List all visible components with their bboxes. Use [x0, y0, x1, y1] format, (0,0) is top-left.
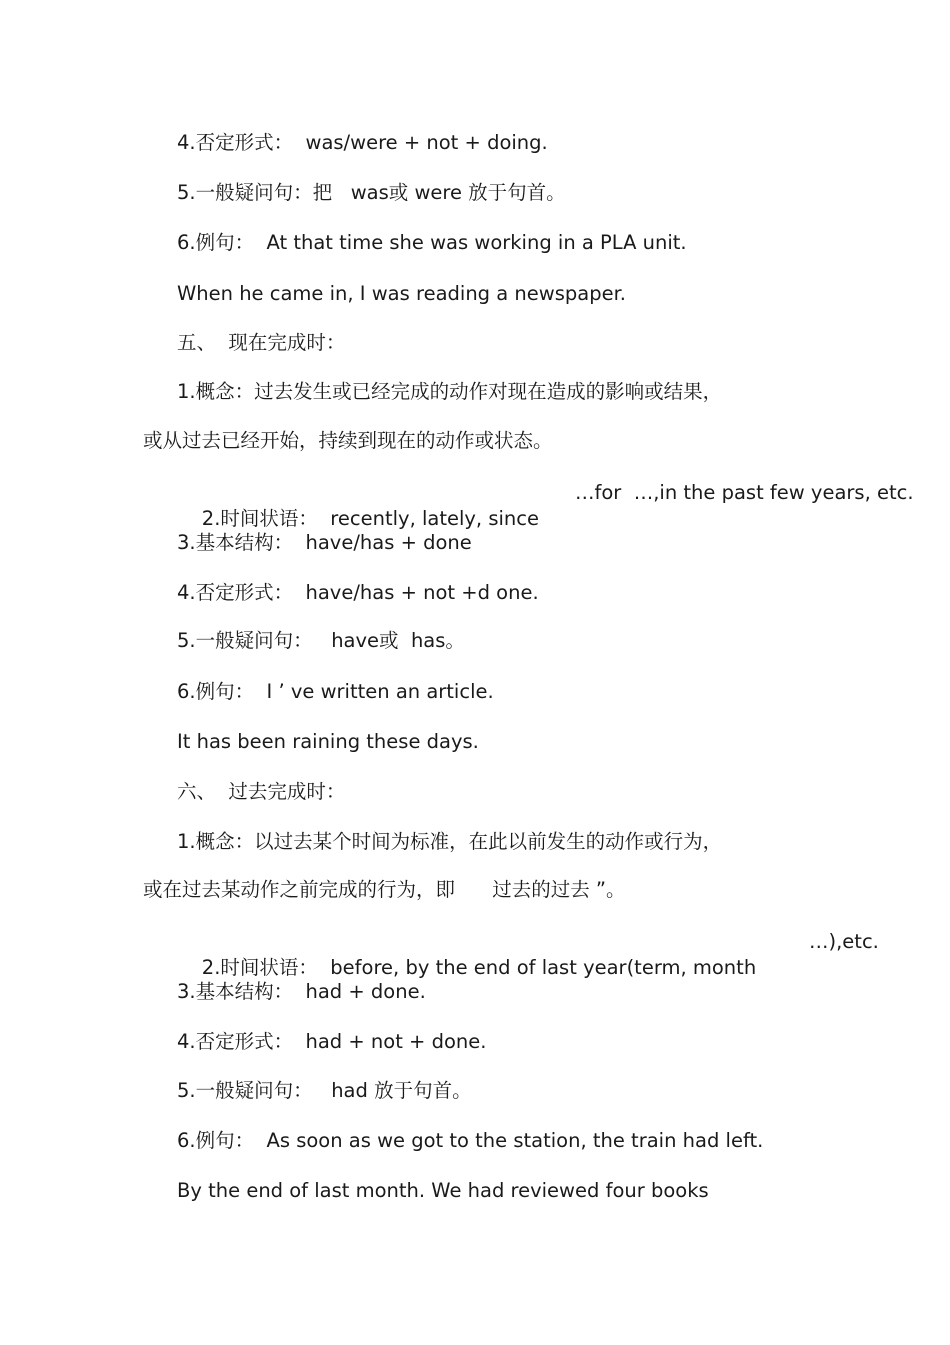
present-perfect-concept-line-2: 或从过去已经开始，持续到现在的动作或状态。 [143, 429, 553, 452]
past-perfect-structure: 3.基本结构： had + done. [177, 980, 426, 1003]
past-continuous-question: 5.一般疑问句：把 was或 were 放于句首。 [177, 181, 566, 204]
past-perfect-question: 5.一般疑问句： had 放于句首。 [177, 1079, 472, 1102]
past-perfect-heading: 六、 过去完成时： [177, 780, 346, 803]
past-perfect-adverbials-part-2: …),etc. [809, 930, 879, 953]
past-perfect-negative: 4.否定形式： had + not + done. [177, 1030, 487, 1053]
past-perfect-example-2: By the end of last month. We had reviewed four books [177, 1179, 709, 1202]
past-perfect-adverbials-part-1: 2.时间状语： before, by the end of last year(term, month [201, 956, 757, 979]
present-perfect-negative: 4.否定形式： have/has + not +d one. [177, 581, 539, 604]
present-perfect-concept-line-1: 1.概念：过去发生或已经完成的动作对现在造成的影响或结果， [177, 380, 723, 403]
past-continuous-example-2: When he came in, I was reading a newspaper. [177, 282, 626, 305]
present-perfect-structure: 3.基本结构： have/has + done [177, 531, 472, 554]
present-perfect-example-1: 6.例句： I ’ ve written an article. [177, 680, 494, 703]
present-perfect-adverbials-part-2: …for …,in the past few years, etc. [575, 481, 914, 504]
past-perfect-example-1: 6.例句： As soon as we got to the station, the train had left. [177, 1129, 764, 1152]
present-perfect-heading: 五、 现在完成时： [177, 331, 346, 354]
past-continuous-example-1: 6.例句： At that time she was working in a PLA unit. [177, 231, 687, 254]
present-perfect-question: 5.一般疑问句： have或 has。 [177, 629, 465, 652]
present-perfect-example-2: It has been raining these days. [177, 730, 479, 753]
present-perfect-adverbials-part-1: 2.时间状语： recently, lately, since [201, 507, 539, 530]
past-perfect-concept-line-1: 1.概念：以过去某个时间为标准，在此以前发生的动作或行为， [177, 830, 723, 853]
past-perfect-concept-line-2: 或在过去某动作之前完成的行为，即 过去的过去 ”。 [143, 878, 626, 901]
past-continuous-negative: 4.否定形式： was/were + not + doing. [177, 131, 548, 154]
